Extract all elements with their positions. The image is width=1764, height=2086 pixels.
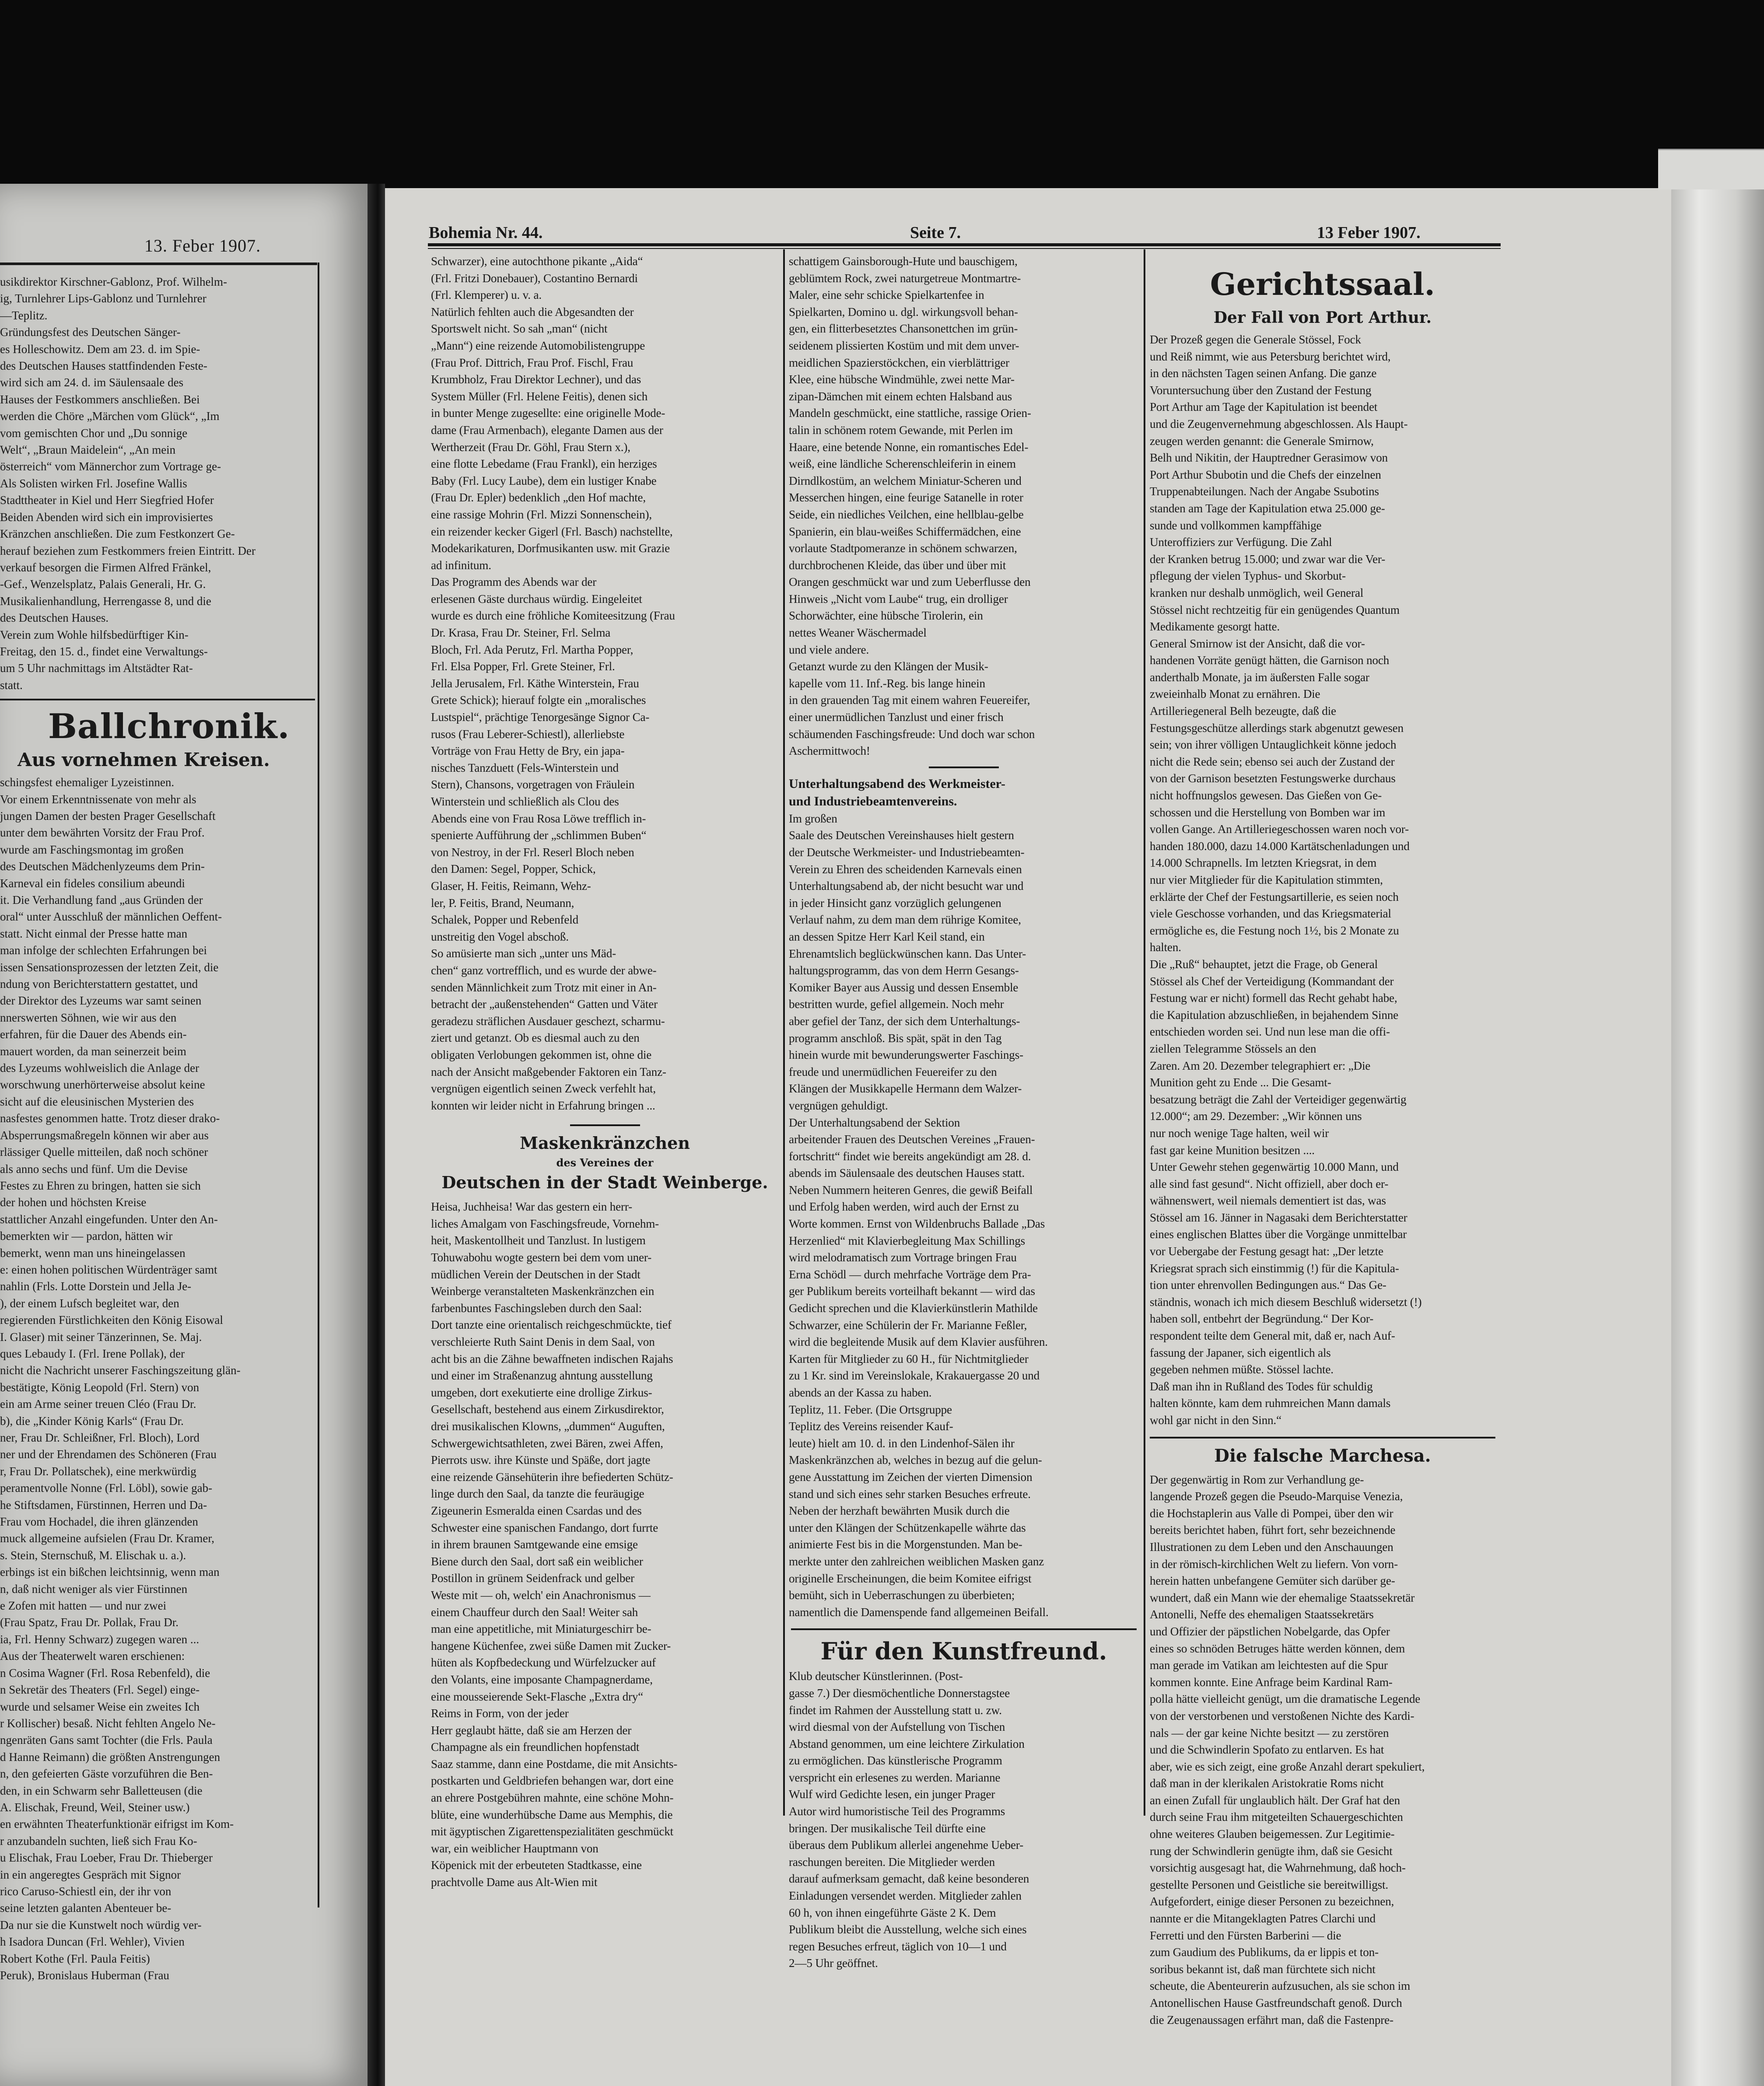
left-page-date: 13. Feber 1907. — [144, 236, 261, 256]
left-page-body-text: schingsfest ehemaliger Lyzeistinnen. Vor einem Erkenntnissenate von mehr als jungen Damen der besten Prager Gesellschaft unter dem bewährten Vorsitz der Frau Prof. wurde am Faschingsmontag im großen des Deutschen Mädchenlyzeums dem Prin- Karneval ein fideles consilium abeundi it. Die Verhandlung fand „aus Gründen der oral“ unter Ausschluß der männlichen Oeffent- statt. Nicht einmal der Presse hatte man man infolge der schlechten Erfahrungen bei issen Sensationsprozessen der letzten Zeit, die ndung von Berichterstattern gestattet, und der Direktor des Lyzeums war samt seinen nnerswerten Söhnen, wie wir aus den erfahren, für die Dauer des Abends ein- mauert worden, da man seinerzeit beim des Lyzeums wohlweislich die Anlage der worschwung unerhörterweise absolut keine sicht auf die eleusinischen Mysterien des nasfestes genommen hatte. Trotz dieser drako- Absperrungsmaßregeln können wir aber aus rlässiger Quelle mitteilen, daß noch schöner als anno sechs und fünf. Um die Devise Festes zu Ehren zu bringen, hatten sie sich der hohen und höchsten Kreise stattlicher Anzahl eingefunden. Unter den An- bemerkten wir — pardon, hätten wir bemerkt, wenn man uns hineingelassen e: einen hohen politischen Würdenträger samt nahlin (Frls. Lotte Dorstein und Jella Je- ), der einem Lufsch begleitet war, den regierenden Fürstlichkeiten den König Eisowal I. Glaser) mit seiner Tänzerinnen, Se. Maj. ques Lebaudy I. (Frl. Irene Pollak), der nicht die Nachricht unserer Faschingszeitung glän- bestätigte, König Leopold (Frl. Stern) von ein am Arme seiner treuen Cléo (Frau Dr. b), die „Kinder König Karls“ (Frau Dr. ner, Frau Dr. Schleißner, Frl. Bloch), Lord ner und der Ehrendamen des Schöneren (Frau r, Frau Dr. Pollatschek), eine merkwürdig peramentvolle Nonne (Frl. Löbl), sowie gab- he Stiftsdamen, Fürstinnen, Herren und Da- Frau vom Hochadel, die ihren glänzenden muck allgemeine aufsielen (Frau Dr. Kramer, s. Stein, Sternschuß, M. Elischak u. a.). erbings ist ein bißchen leichtsinnig, wenn man n, daß nicht weniger als vier Fürstinnen e Zofen mit hatten — und nur zwei (Frau Spatz, Frau Dr. Pollak, Frau Dr. ia, Frl. Henny Schwarz) zugegen waren ... Aus der Theaterwelt waren erschienen: n Cosima Wagner (Frl. Rosa Rebenfeld), die n Sekretär des Theaters (Frl. Segel) einge- wurde und selsamer Weise ein zweites Ich r Kollischer) besaß. Nicht fehlten Angelo Ne- ngenräten Gans samt Tochter (die Frls. Paula d Hanne Reimann) die größten Anstrengungen n, den gefeierten Gäste vorzuführen die Ben- den, in ein Schwarm sehr Balletteusen (die A. Elischak, Freund, Weil, Steiner usw.) en erwähnten Theaterfunktionär eifrigst im Kom- r anzubandeln suchten, ließ sich Frau Ko- u Elischak, Frau Loeber, Frau Dr. Thieberger in ein angeregtes Gespräch mit Signor rico Caruso-Schiestl ein, der ihr von seine letzten galanten Abenteuer be- Da nur sie die Kunstwelt noch würdig ver- h Isadora Duncan (Frl. Wehler), Vivien Robert Kothe (Frl. Paula Feitis) Peruk), Bronislaus Huberman (Frau — [0, 776, 241, 1982]
column-rule-2 — [1144, 249, 1145, 1816]
column-3-section-rule — [1150, 1437, 1495, 1438]
right-page-edge — [1671, 149, 1764, 2086]
header-publication: Bohemia Nr. 44. — [429, 224, 543, 242]
ballchronik-title: Ballchronik. — [48, 707, 290, 747]
column-2-unterhaltung-text: Im großen Saale des Deutschen Vereinshauses hielt gestern der Deutsche Werkmeister- und Industriebeamten- Verein zu Ehren des scheidenden Karnevals einen Unterhaltungsabend ab, der nicht besucht war und in jeder Hinsicht ganz vorzüglich gelungenen Verlauf nahm, zu dem man dem rührige Komitee, an dessen Spitze Herr Karl Keil stand, ein Ehrenamtslich beglückwünschen kann. Das Unter- haltungsprogramm, das von dem Herrn Gesangs- Komiker Bayer aus Aussig und dessen Ensemble bestritten wurde, gefiel allgemein. Noch mehr aber gefiel der Tanz, der sich dem Unterhaltungs- programm anschloß. Bis spät, spät in den Tag hinein wurde mit bewunderungswerter Faschings- freude und unermüdlichen Feuereifer zu den Klängen der Musikkapelle Hermann dem Walzer- vergnügen gehuldigt. Der Unterhaltungsabend der Sektion arbeitender Frauen des Deutschen Vereines „Frauen- fortschritt“ findet wie bereits angekündigt am 28. d. abends im Säulensaale des deutschen Hauses statt. Neben Nummern heiteren Genres, die gewiß Beifall und Erfolg haben werden, wird auch der Ernst zu Worte kommen. Ernst von Wildenbruchs Ballade „Das Herzenlied“ mit Klavierbegleitung Max Schillings wird melodramatisch zum Vortrage bringen Frau Erna Schödl — durch mehrfache Vorträge dem Pra- ger Publikum bereits vorteilhaft bekannt — wird das Gedicht sprechen und die Klavierkünstlerin Mathilde Schwarzer, eine Schülerin der Fr. Marianne Feßler, wird die begleitende Musik auf dem Klavier ausführen. Karten für Mitglieder zu 60 H., für Nichtmitglieder zu 1 Kr. sind im Vereinslokale, Krakauergasse 20 und abends an der Kassa zu haben. Teplitz, 11. Feber. (Die Ortsgruppe Teplitz des Vereins reisender Kauf- leute) hielt am 10. d. in den Lindenhof-Sälen ihr Maskenkränzchen ab, welches in bezug auf die gelun- gene Ausstattung im Zeichen der vierten Dimension stand und sich eines sehr starken Besuches erfreute. Neben der herzhaft bewährten Musik durch die unter den Klängen der Schützenkapelle währte das animierte Fest bis in die Morgenstunden. Man be- merkte unter den zahlreichen weiblichen Masken ganz originelle Erscheinungen, die beim Komitee eifrigst bemüht, sich in Ueberraschungen zu überbieten; namentlich die Damenspende fand allgemeinen Beifall. — [789, 812, 1049, 1619]
header-date: 13 Feber 1907. — [1317, 224, 1421, 242]
column-2-costume-text: schattigem Gainsborough-Hute und bauschigem, geblümtem Rock, zwei naturgetreue Montmartre- Maler, eine sehr schicke Spielkartenfee in Spielkarten, Domino u. dgl. wirkungsvoll behan- gen, ein flitterbesetztes Chansonettchen im grün- seidenem plissierten Kostüm und mit dem unver- meidlichen Spazierstöckchen, ein vierblättriger Klee, eine hübsche Windmühle, zwei nette Mar- zipan-Dämchen mit einem echten Halsband aus Mandeln geschmückt, eine stattliche, rassige Orien- talin in schönem rotem Gewande, mit Perlen im Haare, eine betende Nonne, ein romantisches Edel- weiß, eine ländliche Scherenschleiferin in einem Dirndlkostüm, an welchem Miniatur-Scheren und Messerchen hingen, eine feurige Satanelle in roter Seide, ein niedliches Veilchen, eine hellblau-gelbe Spanierin, ein blau-weißes Schiffermädchen, eine vorlaute Stadtpomeranze in schönem schwarzen, durchbrochenen Kleide, das über und über mit Orangen geschmückt war und zum Ueberflusse den Hinweis „Nicht vom Laube“ trug, ein drolliger Schorwächter, eine hübsche Tirolerin, ein nettes Weaner Wäschermadel und viele andere. Getanzt wurde zu den Klängen der Musik- kapelle vom 11. Inf.-Reg. bis lange hinein in den grauenden Tag mit einem wahren Feuereifer, einer unermüdlichen Tanzlust und einer frisch schäumenden Faschingsfreude: Und doch war schon Aschermittwoch! — [789, 255, 1035, 758]
maskenkraenzchen-subtitle: des Vereines der — [556, 1156, 654, 1169]
column-2 — [789, 253, 1139, 1972]
header-rule — [428, 243, 1501, 246]
column-2-kunstfreund-text: Klub deutscher Künstlerinnen. (Post- gasse 7.) Der diesmöchentliche Donnerstagstee findet im Rahmen der Ausstellung statt u. zw. wird diesmal von der Aufstellung von Tischen Abstand genommen, um eine leichtere Zirkulation zu ermöglichen. Das künstlerische Programm verspricht ein erlesenes zu werden. Marianne Wulf wird Gedichte lesen, ein junger Prager Autor wird humoristische Teil des Programms bringen. Der musikalische Teil dürfte eine überaus dem Publikum allerlei angenehme Ueber- raschungen bereiten. Die Mitglieder werden darauf aufmerksam gemacht, daß keine besonderen Einladungen versendet werden. Mitglieder zahlen 60 h, von ihnen eingeführte Gäste 2 K. Dem Publikum bleibt die Ausstellung, welche sich eines regen Besuches erfreut, täglich von 10—1 und 2—5 Uhr geöffnet. — [789, 1670, 1029, 1970]
left-page-column-rule — [318, 262, 319, 1908]
page-header — [429, 223, 1501, 245]
left-page-separator — [0, 699, 315, 700]
maskenkraenzchen-subtitle-2: Deutschen in der Stadt Weinberge. — [441, 1172, 768, 1193]
right-page-edge-top — [1658, 149, 1764, 189]
kunstfreund-title: Für den Kunstfreund. — [820, 1637, 1107, 1666]
column-2-section-rule — [791, 1628, 1137, 1630]
header-rule-thin — [428, 248, 1501, 249]
book-gutter — [368, 184, 385, 2086]
column-1 — [431, 253, 779, 1891]
column-1-separator — [570, 1124, 640, 1126]
maskenkraenzchen-title: Maskenkränzchen — [520, 1133, 690, 1153]
header-page-number: Seite 7. — [910, 224, 961, 242]
column-2-separator — [929, 766, 999, 768]
column-3 — [1150, 253, 1495, 2028]
column-3-port-arthur-text: Der Prozeß gegen die Generale Stössel, Fock und Reiß nimmt, wie aus Petersburg berichtet wird, in den nächsten Tagen seinen Anfang. Die ganze Voruntersuchung über den Zustand der Festung Port Arthur am Tage der Kapitulation ist beendet und die Zeugenvernehmung abgeschlossen. Als Haupt- zeugen werden genannt: die Generale Smirnow, Belh und Nikitin, der Hauptredner Gerasimow von Port Arthur Sbubotin und die Chefs der einzelnen Truppenabteilungen. Nach der Angabe Ssubotins standen am Tage der Kapitulation etwa 25.000 ge- sunde und vollkommen kampffähige Unteroffiziers zur Verfügung. Die Zahl der Kranken betrug 15.000; und zwar war die Ver- pflegung der vielen Typhus- und Skorbut- kranken nur deshalb unmöglich, weil General Stössel nicht rechtzeitig für ein genügendes Quantum Medikamente gesorgt hatte. General Smirnow ist der Ansicht, daß die vor- handenen Vorräte genügt hätten, die Garnison noch anderthalb Monate, ja im äußersten Falle sogar zweieinhalb Monat zu ernähren. Die Artilleriegeneral Belh bezeugte, daß die Festungsgeschütze allerdings stark abgenutzt gewesen sein; von ihrer völligen Untauglichkeit könne jedoch nicht die Rede sein; ebenso sei auch der Zustand der von der Garnison besetzten Festungswerke durchaus nicht hoffnungslos gewesen. Das Gießen von Ge- schossen und die Herstellung von Bomben war im vollen Gange. An Artilleriegeschossen waren noch vor- handen 180.000, dazu 14.000 Kartätschenladungen und 14.000 Schrapnells. Im letzten Kriegsrat, in dem nur vier Mitglieder für die Kapitulation stimmten, erklärte der Chef der Festungsartillerie, es seien noch viele Geschosse vorhanden, und das Kriegsmaterial ermögliche es, die Festung noch 1½, bis 2 Monate zu halten. Die „Ruß“ behauptet, jetzt die Frage, ob General Stössel als Chef der Verteidigung (Kommandant der Festung war er nicht) formell das Recht gehabt habe, die Kapitulation abzuschließen, in bejahendem Sinne entschieden worden sei. Und nun lese man die offi- ziellen Telegramme Stössels an den Zaren. Am 20. Dezember telegraphiert er: „Die Munition geht zu Ende ... Die Gesamt- besatzung beträgt die Zahl der Verteidiger gegenwärtig 12.000“; am 29. Dezember: „Wir können uns nur noch wenige Tage halten, weil wir fast gar keine Munition besitzen .... Unter Gewehr stehen gegenwärtig 10.000 Mann, und alle sind fast gesund“. Nicht offiziell, aber doch er- wähnenswert, weil niemals dementiert ist das, was Stössel am 16. Jänner in Nagasaki dem Berichterstatter eines englischen Blattes über die Vorgänge unmittelbar vor Uebergabe der Festung gesagt hat: „Der letzte Kriegsrat sprach sich einstimmig (!) für die Kapitula- tion unter ehrenvollen Bedingungen aus.“ Das Ge- ständnis, wonach ich mich diesem Beschluß widersetzt (!) haben soll, entbehrt der Begründung.“ Der Kor- respondent teilte dem General mit, daß er, nach Auf- fassung der Japaner, sich eigentlich als gegeben nehmen müßte. Stössel lachte. Daß man ihn in Rußland des Todes für schuldig halten könnte, kam dem ruhmreichen Mann damals wohl gar nicht in den Sinn.“ — [1150, 333, 1422, 1427]
left-page-header-rule — [0, 262, 317, 265]
column-3-marchesa-text: Der gegenwärtig in Rom zur Verhandlung ge- langende Prozeß gegen die Pseudo-Marquise Venezia, die Hochstaplerin aus Valle di Pompei, über den wir bereits berichtet haben, führt fort, sehr bezeichnende Illustrationen zu dem Leben und den Anschauungen in der römisch-kirchlichen Welt zu liefern. Von vorn- herein hatten unbefangene Gemüter sich darüber ge- wundert, daß ein Mann wie der ehemalige Staatssekretär Antonelli, Neffe des ehemaligen Staatssekretärs und Offizier der päpstlichen Nobelgarde, das Opfer eines so schnöden Betruges hätte werden können, dem man gerade im Vatikan am leichtesten auf die Spur kommen konnte. Eine Anfrage beim Kardinal Ram- polla hätte vielleicht genügt, um die dramatische Legende von der verstorbenen und verstoßenen Nichte des Kardi- nals — der gar keine Nichte besitzt — zu zerstören und die Schwindlerin Spofato zu entlarven. Es hat aber, wie es sich zeigt, eine große Anzahl derart spekuliert, daß man in der klerikalen Aristokratie Roms nicht an einen Zufall für unglaublich hält. Der Graf hat den durch seine Frau ihm mitgeteilten Schauergeschichten ohne weiteres Glauben beigemessen. Zur Legitimie- rung der Schwindlerin genügte ihm, daß sie Gesicht vorsichtig ausgesagt hat, die Wahrnehmung, daß hoch- gestellte Personen und Geistliche sie bereitwilligst. Aufgefordert, einige dieser Personen zu bezeichnen, nannte er die Mitangeklagten Patres Clarchi und Ferretti und den Fürsten Barberini — die zum Gaudium des Publikums, da er lippis et ton- soribus bekannt ist, daß man fürchtete sich nicht scheute, die Abenteurerin aufzusuchen, als sie schon im Antonellischen Hause Gastfreundschaft genoß. Durch die Zeugenaussagen erfährt man, daß die Fastenpre- — [1150, 1473, 1425, 2026]
ballchronik-subtitle: Aus vornehmen Kreisen. — [18, 749, 270, 771]
werkmeister-title-line-1: Unterhaltungsabend des Werkmeister- — [789, 776, 1005, 791]
left-page-column — [0, 273, 315, 1984]
column-1-maskenkraenzchen-text: Heisa, Juchheisa! War das gestern ein herr- liches Amalgam von Faschingsfreude, Vornehm- heit, Maskentollheit und Tanzlust. In lustigem Tohuwabohu wogte gestern bei dem vom uner- müdlichen Verein der Deutschen in der Stadt Weinberge veranstalteten Maskenkränzchen ein farbenbuntes Faschingsleben durch den Saal: Dort tanzte eine orientalisch reichgeschmückte, tief verschleierte Ruth Saint Denis in dem Saal, von acht bis an die Zähne bewaffneten indischen Rajahs und einer im Straßenanzug ahntung ausstellung umgeben, dort exekutierte eine drollige Zirkus- Gesellschaft, bestehend aus einem Zirkusdirektor, drei musikalischen Klowns, „dummen“ Auguften, Schwergewichtsathleten, zwei Bären, zwei Affen, Pierrots usw. ihre Künste und Späße, dort jagte eine reizende Gänsehüterin ihre befiederten Schütz- linge durch den Saal, da tanzte die feuräugige Zigeunerin Esmeralda einen Csardas und des Schwester eine spanischen Fandango, dort furrte in ihrem braunen Samtgewande eine emsige Biene durch den Saal, dort saß ein weiblicher Postillon in grünem Seidenfrack und gelber Weste mit — oh, welch' ein Anachronismus — einem Chauffeur durch den Saal! Weiter sah man eine appetitliche, mit Miniaturgeschirr be- hangene Küchenfee, zwei süße Damen mit Zucker- hüten als Kopfbedeckung und Würfelzucker auf den Volants, eine imposante Champagnerdame, eine mousseierende Sekt-Flasche „Extra dry“ Reims in Form, von der jeder Herr geglaubt hätte, daß sie am Herzen der Champagne als ein freundlichen hopfenstadt Saaz stamme, dann eine Postdame, die mit Ansichts- postkarten und Geldbriefen behangen war, dort eine an ehrere Postgebühren mahnte, eine schöne Mohn- blüte, eine wunderhübsche Dame aus Memphis, die mit ägyptischen Zigarettenspezialitäten geschmückt war, ein weiblicher Hauptmann von Köpenick mit der erbeuteten Stadtkasse, eine prachtvolle Dame aus Alt-Wien mit — [431, 1200, 678, 1889]
column-1-ball-report-text: Schwarzer), eine autochthone pikante „Aida“ (Frl. Fritzi Donebauer), Costantino Bernardi (Frl. Klemperer) u. v. a. Natürlich fehlten auch die Abgesandten der Sportswelt nicht. So sah „man“ (nicht „Mann“) eine reizende Automobilistengruppe (Frau Prof. Dittrich, Frau Prof. Fischl, Frau Krumbholz, Frau Direktor Lechner), und das System Müller (Frl. Helene Feitis), denen sich in bunter Menge zugesellte: eine originelle Mode- dame (Frau Armenbach), elegante Damen aus der Wertherzeit (Frau Dr. Göhl, Frau Stern x.), eine flotte Lebedame (Frau Frankl), ein herziges Baby (Frl. Lucy Laube), dem ein lustiger Knabe (Frau Dr. Epler) bedenklich „den Hof machte, eine rassige Mohrin (Frl. Mizzi Sonnenschein), ein reizender kecker Gigerl (Frl. Basch) nachstellte, Modekarikaturen, Dorfmusikanten usw. mit Grazie ad infinitum. Das Programm des Abends war der erlesenen Gäste durchaus würdig. Eingeleitet wurde es durch eine fröhliche Komiteesitzung (Frau Dr. Krasa, Frau Dr. Steiner, Frl. Selma Bloch, Frl. Ada Perutz, Frl. Martha Popper, Frl. Elsa Popper, Frl. Grete Steiner, Frl. Jella Jerusalem, Frl. Käthe Winterstein, Frau Grete Schick); hierauf folgte ein „moralisches Lustspiel“, prächtige Tenorgesänge Signor Ca- rusos (Frau Leberer-Schiestl), allerliebste Vorträge von Frau Hetty de Bry, ein japa- nisches Tanzduett (Fels-Winterstein und Stern), Chansons, vorgetragen von Fräulein Winterstein und schließlich als Clou des Abends eine von Frau Rosa Löwe trefflich in- spenierte Aufführung der „schlimmen Buben“ von Nestroy, in der Frl. Reserl Bloch neben den Damen: Segel, Popper, Schick, Glaser, H. Feitis, Reimann, Wehz- ler, P. Feitis, Brand, Neumann, Schalek, Popper und Rebenfeld unstreitig den Vogel abschoß. So amüsierte man sich „unter uns Mäd- chen“ ganz vortrefflich, und es wurde der abwe- senden Männlichkeit zum Trotz mit einer in An- betracht der „außenstehenden“ Gatten und Väter geradezu sträflichen Ausdauer geschezt, scharmu- ziert und getanzt. Ob es diesmal auch zu den obligaten Verlobungen gekommen ist, ohne die nach der Ansicht maßgebender Faktoren ein Tanz- vergnügen eigentlich seinen Zweck verfehlt hat, konnten wir leider nicht in Erfahrung bringen ... — [431, 255, 675, 1112]
port-arthur-subtitle: Der Fall von Port Arthur. — [1213, 308, 1432, 327]
werkmeister-title-line-2: und Industriebeamtenvereins. — [789, 794, 957, 808]
gerichtssaal-title: Gerichtssaal. — [1210, 266, 1435, 302]
left-page-intro-text: usikdirektor Kirschner-Gablonz, Prof. Wilhelm- ig, Turnlehrer Lips-Gablonz und Turnlehrer —Teplitz. Gründungsfest des Deutschen Sänger- es Holleschowitz. Dem am 23. d. im Spie- des Deutschen Hauses stattfindenden Feste- wird sich am 24. d. im Säulensaale des Hauses der Festkommers anschließen. Bei werden die Chöre „Märchen vom Glück“, „Im vom gemischten Chor und „Du sonnige Welt“, „Braun Maidelein“, „An mein österreich“ vom Männerchor zum Vortrage ge- Als Solisten wirken Frl. Josefine Wallis Stadttheater in Kiel und Herr Siegfried Hofer Beiden Abenden wird sich ein improvisiertes Kränzchen anschließen. Die zum Festkonzert Ge- herauf beziehen zum Festkommers freien Eintritt. Der verkauf besorgen die Firmen Alfred Fränkel, -Gef., Wenzelsplatz, Palais Generali, Hr. G. Musikalienhandlung, Herrengasse 8, und die des Deutschen Hauses. Verein zum Wohle hilfsbedürftiger Kin- Freitag, den 15. d., findet eine Verwaltungs- um 5 Uhr nachmittags im Altstädter Rat- statt. — [0, 275, 256, 692]
column-rule-1 — [783, 249, 785, 1816]
marchesa-title: Die falsche Marchesa. — [1214, 1445, 1431, 1466]
